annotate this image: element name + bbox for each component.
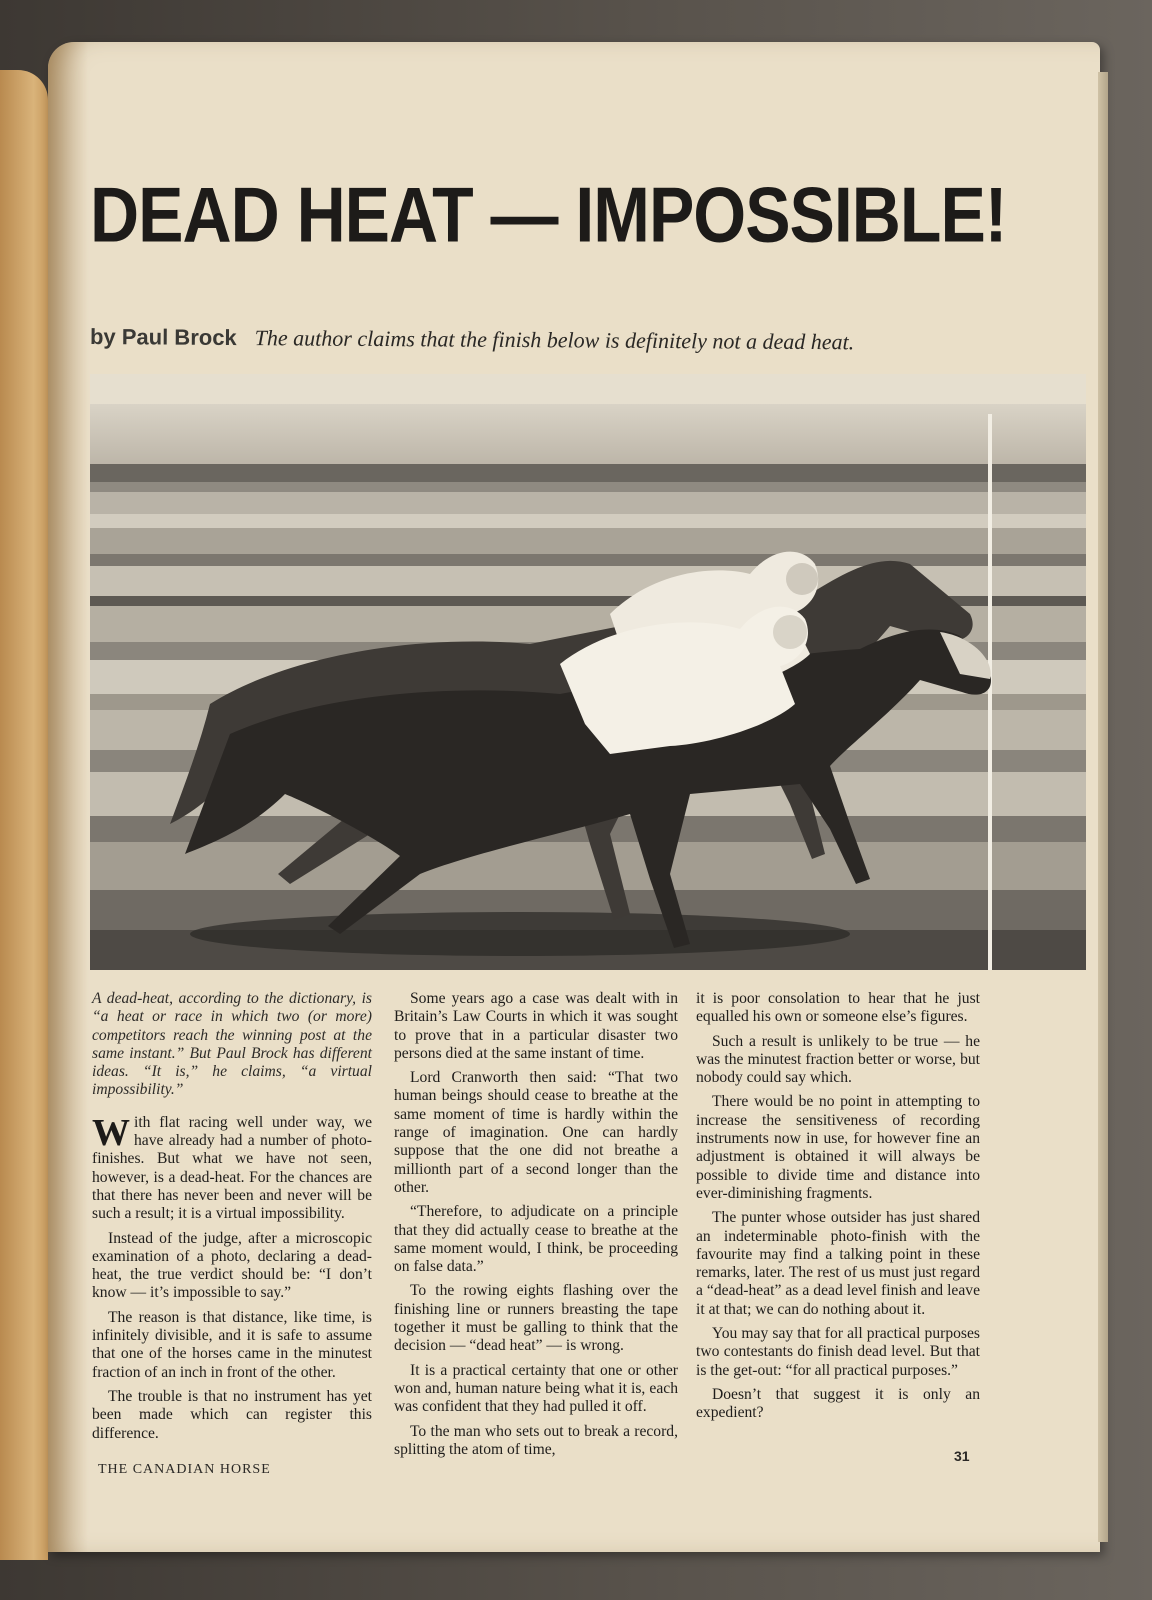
article-intro: A dead-heat, according to the dictionary, is “a heat or race in which two (or more) competitors reach the winning post at the same instant.” But Paul Brock has different ideas. “It is,” he claims, “a virtual impossibility.” [92,990,372,1099]
photo-sky [90,404,1086,464]
text-column-1 [92,990,372,1449]
paragraph: You may say that for all practical purposes two contestants do finish dead level. But that is the get-out: “for all practical purposes.” [696,1325,980,1379]
paragraph: Such a result is unlikely to be true — he was the minutest fraction better or worse, but nobody could say which. [696,1032,980,1087]
paragraph: Lord Cranworth then said: “That two human beings should cease to breathe at the same moment of time is hardly within the range of imagination. One can hardly suppose that the one did not breathe a millionth part of a second longer than the other. [394,1069,678,1196]
paragraph: To the man who sets out to break a record, splitting the atom of time, [394,1422,678,1458]
paragraph: Instead of the judge, after a microscopic examination of a photo, declaring a dead-heat, the true verdict should be: “I don’t know — it’s impossible to say.” [92,1229,372,1302]
photo-finish-image [90,374,1086,970]
paragraph: The reason is that distance, like time, is infinitely divisible, and it is safe to assume that one of the horses came in the minutest fraction of an inch in front of the other. [92,1308,372,1381]
text-column-3 [696,990,980,1429]
article-subtitle: The author claims that the finish below is definitely not a dead heat. [254,325,855,355]
horse-shadow [190,912,850,956]
paragraph: it is poor consolation to hear that he just equalled his own or someone else’s figures. [696,990,980,1026]
paragraph: The punter whose outsider has just shared an indeterminable photo-finish with the favourite may find a talking point in these remarks, later. The rest of us must just regard a “dead-heat” as a dead level finish and leave it at that; we can do nothing about it. [696,1209,980,1318]
article-byline: by Paul Brock [89,324,237,351]
text-column-2 [394,990,678,1465]
paragraph: It is a practical certainty that one or other won and, human nature being what it is, each was confident that they had pulled it off. [394,1361,678,1416]
paragraph [92,1111,372,1224]
page-stack-edge [1098,72,1108,1542]
paragraph: There would be no point in attempting to increase the sensitiveness of recording instruments now in use, for however fine an adjustment is obtained it will always be possible to divide time and distance into ever-diminishing fragments. [696,1093,980,1202]
drop-cap: W [92,1111,130,1154]
paragraph: To the rowing eights flashing over the finishing line or runners breasting the tape together it must be galling to think that the decision — “dead heat” — is wrong. [394,1282,678,1355]
magazine-page [48,42,1100,1552]
page-number: 31 [954,1448,970,1464]
paragraph: “Therefore, to adjudicate on a principle that they did actually cease to breathe at the same moment would, I think, be proceeding on false data.” [394,1203,678,1276]
paragraph-text: ith flat racing well under way, we have already had a number of photo-finishes. But what we have not seen, however, is a dead-heat. For the chances are that there has never been and never will be such a result; it is a virtual impossibility. [92,1113,372,1223]
previous-page-edge [0,70,48,1560]
photo-finish-illustration [90,374,1086,970]
spine-shadow [48,42,88,1552]
byline-row [90,324,1050,357]
finish-line [988,414,992,970]
paragraph: The trouble is that no instrument has yet been made which can register this difference. [92,1387,372,1442]
paragraph: Some years ago a case was dealt with in Britain’s Law Courts in which it was sought to prove that in a particular disaster two persons died at the same instant of time. [394,990,678,1062]
article-headline: DEAD HEAT — IMPOSSIBLE! [90,171,1007,259]
paragraph: Doesn’t that suggest it is only an expedient? [696,1385,980,1422]
publication-name: THE CANADIAN HORSE [98,1462,271,1477]
